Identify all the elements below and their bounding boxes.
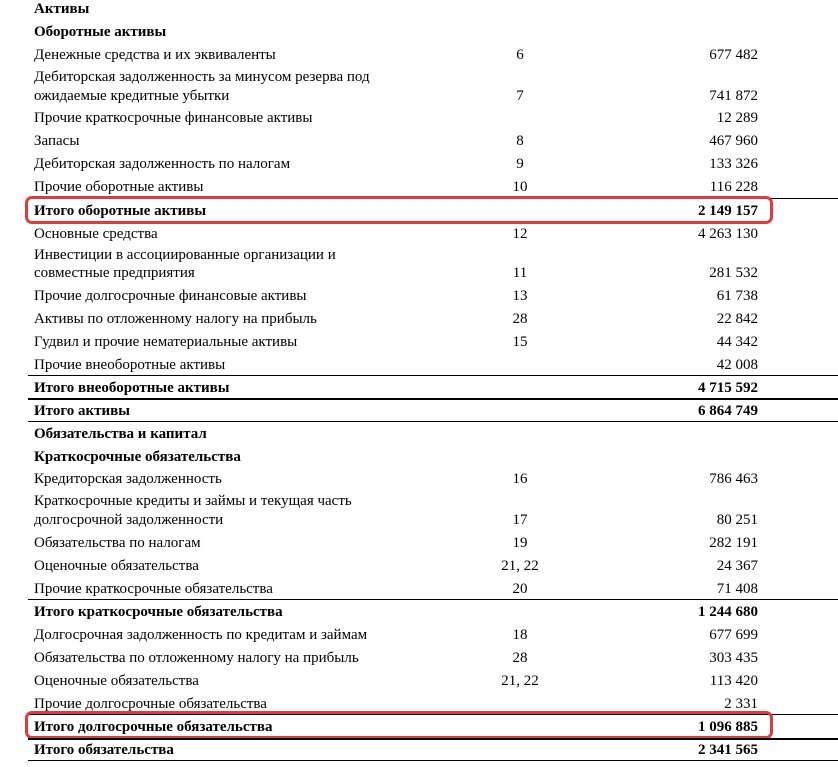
row-note: 20 (512, 581, 528, 597)
row-label: Оценочные обязательства (34, 673, 199, 689)
row-note: 18 (512, 627, 528, 643)
total-label: Итого краткосрочные обязательства (34, 604, 283, 620)
divider (28, 760, 838, 761)
row-label: Кредиторская задолженность (34, 471, 222, 487)
row-value: 44 342 (716, 334, 758, 350)
current-liabilities-heading: Краткосрочные обязательства (34, 449, 241, 465)
total-value: 1 096 885 (698, 719, 758, 735)
row-label: Прочие краткосрочные финансовые активы (34, 110, 313, 126)
total-label: Итого долгосрочные обязательства (34, 719, 273, 735)
row-label: Прочие оборотные активы (34, 179, 204, 195)
row-label: Оценочные обязательства (34, 558, 199, 574)
row-label-line2: ожидаемые кредитные убытки (34, 88, 230, 104)
row-label: Инвестиции в ассоциированные организации и (34, 247, 336, 263)
row-label: Дебиторская задолженность по налогам (34, 156, 291, 172)
total-value: 2 341 565 (698, 742, 758, 758)
total-value: 6 864 749 (698, 403, 758, 419)
row-note: 7 (516, 88, 524, 104)
row-value: 80 251 (716, 512, 758, 528)
divider (28, 599, 838, 600)
row-value: 786 463 (709, 471, 758, 487)
row-note: 19 (512, 535, 528, 551)
row-note: 12 (512, 226, 528, 242)
highlight-box (25, 196, 773, 224)
row-label: Обязательства по отложенному налогу на прибыль (34, 650, 359, 666)
row-value: 303 435 (709, 650, 758, 666)
divider (28, 421, 838, 422)
liabilities-heading: Обязательства и капитал (34, 426, 207, 442)
row-label-line2: долгосрочной задолженности (34, 512, 224, 528)
row-note: 15 (512, 334, 528, 350)
row-note: 8 (516, 133, 524, 149)
row-value: 282 191 (709, 535, 758, 551)
row-value: 2 331 (724, 696, 758, 712)
total-label: Итого оборотные активы (34, 203, 207, 219)
current-assets-heading: Оборотные активы (34, 24, 167, 40)
divider (28, 398, 838, 400)
total-label: Итого обязательства (34, 742, 174, 758)
row-label: Дебиторская задолженность за минусом резерва под (34, 69, 370, 85)
row-note: 11 (512, 265, 528, 281)
total-value: 1 244 680 (698, 604, 758, 620)
divider (28, 375, 838, 376)
row-value: 42 008 (716, 357, 758, 373)
row-note: 13 (512, 288, 528, 304)
total-value: 4 715 592 (698, 380, 758, 396)
total-label: Итого внеоборотные активы (34, 380, 230, 396)
row-value: 22 842 (716, 311, 758, 327)
row-label: Прочие краткосрочные обязательства (34, 581, 273, 597)
row-label: Прочие внеоборотные активы (34, 357, 226, 373)
total-value: 2 149 157 (698, 203, 758, 219)
row-note: 10 (512, 179, 528, 195)
row-label: Активы по отложенному налогу на прибыль (34, 311, 317, 327)
row-value: 281 532 (709, 265, 758, 281)
row-note: 16 (512, 471, 528, 487)
row-value: 677 699 (709, 627, 758, 643)
row-label: Обязательства по налогам (34, 535, 201, 551)
divider (28, 738, 838, 740)
row-value: 24 367 (716, 558, 758, 574)
row-value: 467 960 (709, 133, 758, 149)
row-label: Краткосрочные кредиты и займы и текущая часть (34, 493, 352, 509)
row-value: 71 408 (716, 581, 758, 597)
row-value: 4 263 130 (698, 226, 758, 242)
row-note: 17 (512, 512, 528, 528)
row-note: 28 (512, 311, 528, 327)
row-label: Прочие долгосрочные финансовые активы (34, 288, 307, 304)
row-value: 116 228 (709, 179, 758, 195)
row-label: Основные средства (34, 226, 158, 242)
row-note: 9 (516, 156, 524, 172)
row-value: 677 482 (709, 47, 758, 63)
highlight-box (25, 711, 773, 739)
row-label: Прочие долгосрочные обязательства (34, 696, 267, 712)
row-label: Запасы (34, 133, 80, 149)
assets-heading: Активы (34, 1, 90, 17)
total-label: Итого активы (34, 403, 130, 419)
row-label: Долгосрочная задолженность по кредитам и займам (34, 627, 368, 643)
row-value: 12 289 (716, 110, 758, 126)
row-value: 133 326 (709, 156, 758, 172)
row-note: 21, 22 (501, 558, 539, 574)
row-label: Гудвил и прочие нематериальные активы (34, 334, 298, 350)
row-note: 28 (512, 650, 528, 666)
row-label: Денежные средства и их эквиваленты (34, 47, 276, 63)
row-note: 21, 22 (501, 673, 539, 689)
row-label-line2: совместные предприятия (34, 265, 195, 281)
row-value: 741 872 (709, 88, 758, 104)
row-value: 113 420 (709, 673, 758, 689)
row-note: 6 (516, 47, 524, 63)
row-value: 61 738 (716, 288, 758, 304)
